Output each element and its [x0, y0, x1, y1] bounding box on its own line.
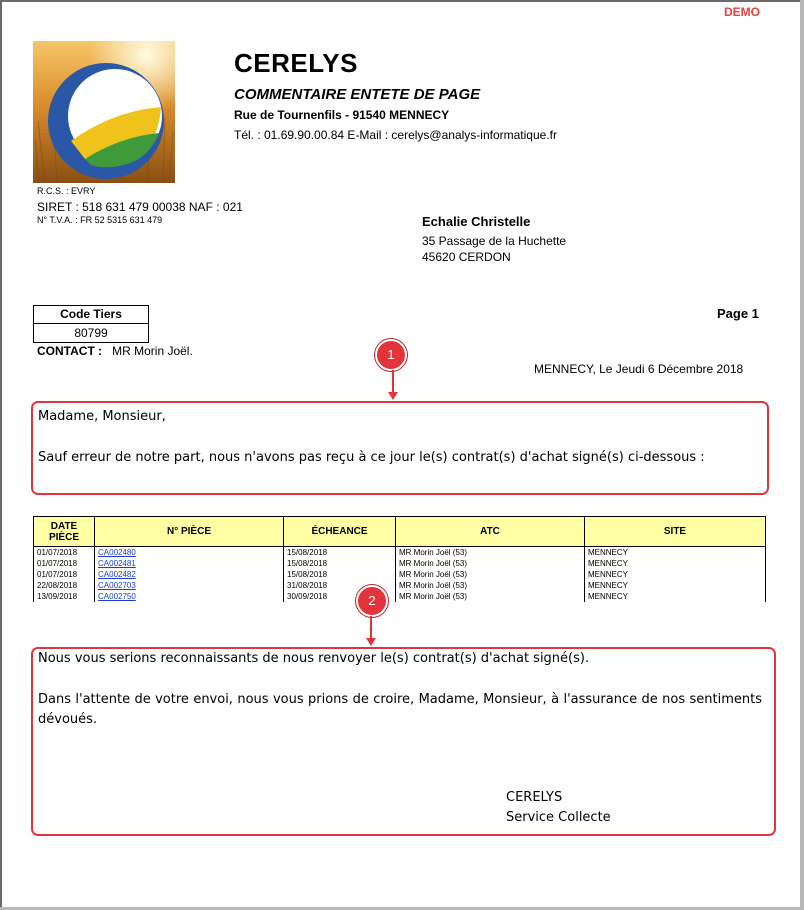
annotation-arrow-2 [370, 616, 372, 638]
annotation-arrowhead-1 [388, 392, 398, 400]
cell-echeance: 31/08/2018 [284, 580, 396, 591]
recipient-name: Echalie Christelle [422, 214, 531, 229]
cell-atc: MR Morin Joël (53) [396, 591, 585, 602]
company-contact-line: Tél. : 01.69.90.00.84 E-Mail : cerelys@analys-informatique.fr [234, 128, 557, 142]
company-rcs: R.C.S. : EVRY [37, 186, 96, 196]
annotation-arrow-1 [392, 370, 394, 392]
company-name: CERELYS [234, 48, 358, 78]
signature-company: CERELYS [506, 790, 563, 805]
annotation-arrowhead-2 [366, 638, 376, 646]
letter-outro-line2: Dans l'attente de votre envoi, nous vous prions de croire, Madame, Monsieur, à l'assurance de nos sentiments dévoués. [38, 692, 762, 727]
col-header-atc: ATC [396, 517, 585, 547]
company-logo [33, 41, 175, 183]
piece-link[interactable]: CA002480 [98, 548, 136, 557]
cell-date: 01/07/2018 [34, 558, 95, 569]
cell-echeance: 15/08/2018 [284, 547, 396, 559]
code-tiers-label: Code Tiers [34, 306, 148, 324]
cell-atc: MR Morin Joël (53) [396, 558, 585, 569]
cell-site: MENNECY [585, 591, 766, 602]
cell-site: MENNECY [585, 558, 766, 569]
page-border-left [0, 0, 2, 910]
code-tiers-value: 80799 [74, 326, 108, 340]
cell-site: MENNECY [585, 547, 766, 559]
date-line: MENNECY, Le Jeudi 6 Décembre 2018 [534, 362, 744, 376]
cell-atc: MR Morin Joël (53) [396, 547, 585, 559]
company-siret: SIRET : 518 631 479 00038 NAF : 021 [37, 200, 243, 214]
cell-echeance: 15/08/2018 [284, 558, 396, 569]
col-header-site: SITE [585, 517, 766, 547]
cell-date: 01/07/2018 [34, 547, 95, 559]
cell-date: 13/09/2018 [34, 591, 95, 602]
table-row [34, 569, 766, 580]
table-header-row [34, 517, 766, 547]
piece-link[interactable]: CA002482 [98, 570, 136, 579]
cell-site: MENNECY [585, 580, 766, 591]
page-shadow-right [800, 0, 804, 910]
col-header-echeance: ÉCHEANCE [284, 517, 396, 547]
annotation-badge-2: 2 [356, 585, 388, 617]
header-comment: COMMENTAIRE ENTETE DE PAGE [234, 86, 481, 103]
table-row [34, 547, 766, 559]
cell-atc: MR Morin Joël (53) [396, 569, 585, 580]
table-row [34, 591, 766, 602]
piece-link[interactable]: CA002750 [98, 592, 136, 601]
letter-outro-line1: Nous vous serions reconnaissants de nous renvoyer le(s) contrat(s) d'achat signé(s). [38, 651, 590, 666]
cell-site: MENNECY [585, 569, 766, 580]
col-header-piece: N° PIÈCE [95, 517, 284, 547]
piece-link[interactable]: CA002481 [98, 559, 136, 568]
cell-date: 22/08/2018 [34, 580, 95, 591]
annotation-badge-1: 1 [375, 339, 407, 371]
page-number: Page 1 [717, 306, 759, 321]
col-header-date-line1: DATE [50, 520, 78, 532]
demo-watermark: DEMO [724, 5, 760, 19]
cell-atc: MR Morin Joël (53) [396, 580, 585, 591]
cell-echeance: 30/09/2018 [284, 591, 396, 602]
table-row [34, 580, 766, 591]
col-header-date-line2: PIÈCE [48, 531, 79, 543]
recipient-city: 45620 CERDON [422, 250, 511, 264]
col-header-date [34, 517, 95, 547]
signature-service: Service Collecte [506, 810, 611, 825]
contact-value: MR Morin Joël. [112, 344, 193, 358]
letter-greeting: Madame, Monsieur, [38, 409, 166, 424]
contact-label: CONTACT : [37, 344, 103, 358]
logo-graphic [33, 41, 175, 183]
contact-line [37, 344, 193, 358]
recipient-street: 35 Passage de la Huchette [422, 234, 567, 248]
cell-date: 01/07/2018 [34, 569, 95, 580]
pieces-table [33, 516, 766, 602]
page-border-top [0, 0, 804, 2]
letter-intro-body: Sauf erreur de notre part, nous n'avons pas reçu à ce jour le(s) contrat(s) d'achat signé(s) ci-dessous : [38, 450, 705, 465]
highlight-box-outro [31, 647, 776, 836]
code-tiers-box [33, 305, 149, 343]
company-address: Rue de Tournenfils - 91540 MENNECY [234, 108, 450, 122]
piece-link[interactable]: CA002703 [98, 581, 136, 590]
company-tva: N° T.V.A. : FR 52 5315 631 479 [37, 215, 163, 225]
cell-echeance: 15/08/2018 [284, 569, 396, 580]
table-row [34, 558, 766, 569]
